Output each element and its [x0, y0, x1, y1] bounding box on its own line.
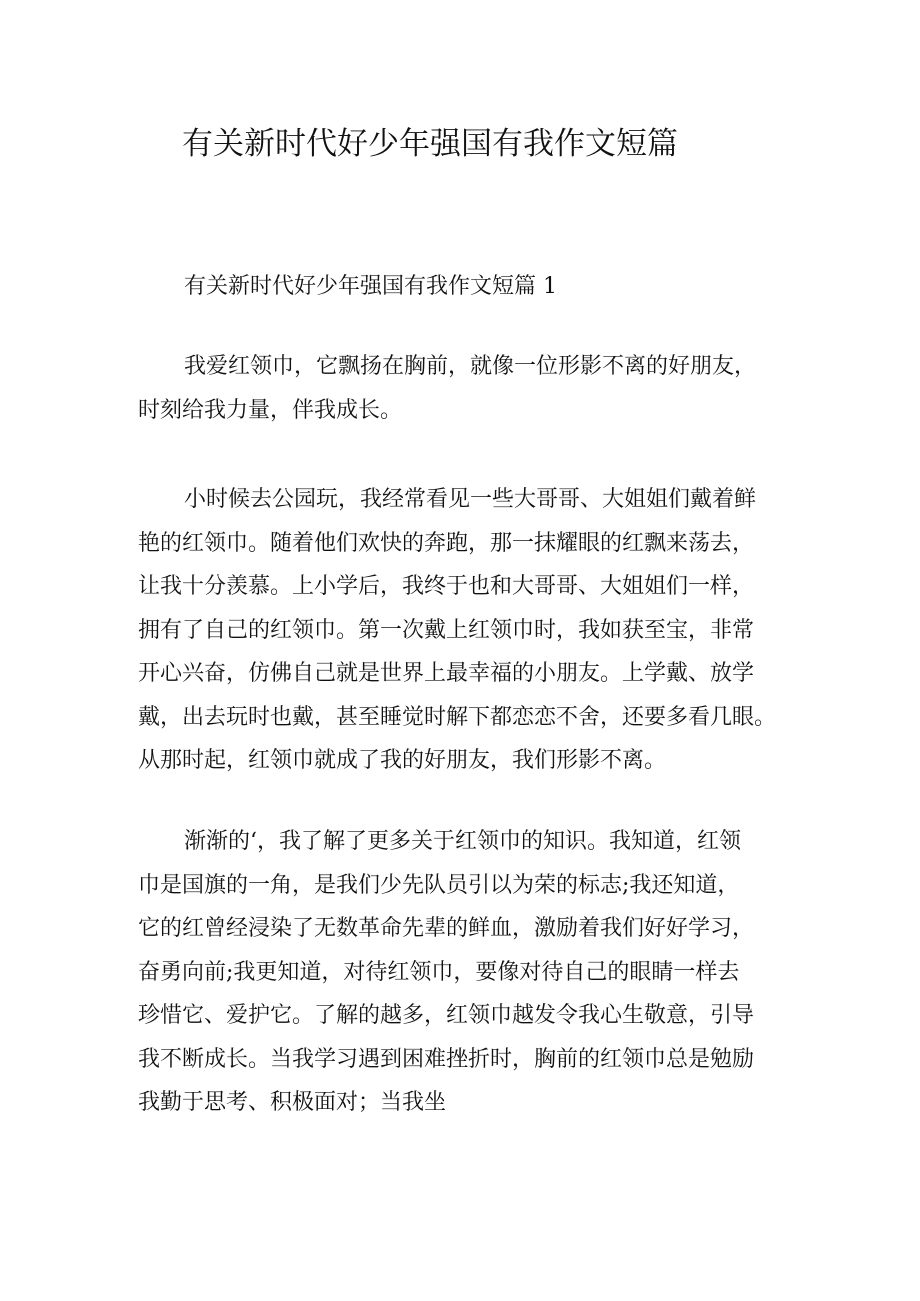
- section-heading: 有关新时代好少年强国有我作文短篇 1: [184, 274, 557, 299]
- paragraph-line: 开心兴奋，仿佛自己就是世界上最幸福的小朋友。上学戴、放学: [138, 661, 755, 686]
- paragraph-line: 拥有了自己的红领巾。第一次戴上红领巾时，我如获至宝，非常: [138, 617, 755, 643]
- paragraph-line: 奋勇向前;我更知道，对待红领巾，要像对待自己的眼睛一样去: [138, 959, 740, 985]
- paragraph-line: 它的红曾经浸染了无数革命先辈的鲜血，激励着我们好好学习，: [138, 916, 755, 941]
- paragraph-3: [138, 820, 798, 1125]
- paragraph-line: 我爱红领巾，它飘扬在胸前，就像一位形影不离的好朋友，: [184, 354, 757, 379]
- paragraph-line: 从那时起，红领巾就成了我的好朋友，我们形影不离。: [138, 748, 667, 773]
- paragraph-line: 小时候去公园玩，我经常看见一些大哥哥、大姐姐们戴着鲜: [184, 487, 757, 512]
- paragraph-line: 让我十分羡慕。上小学后，我终于也和大哥哥、大姐姐们一样，: [138, 574, 755, 599]
- document-title: 有关新时代好少年强国有我作文短篇: [182, 126, 678, 162]
- paragraph-line: 巾是国旗的一角，是我们少先队员引以为荣的标志;我还知道，: [138, 872, 740, 898]
- paragraph-line: 时刻给我力量，伴我成长。: [138, 397, 403, 423]
- paragraph-line: 艳的红领巾。随着他们欢快的奔跑，那一抹耀眼的红飘来荡去，: [138, 530, 755, 556]
- paragraph-line: 戴，出去玩时也戴，甚至睡觉时解下都恋恋不舍，还要多看几眼。: [138, 704, 777, 730]
- paragraph-line: 我勤于思考、积极面对；当我坐: [138, 1090, 447, 1115]
- paragraph-line: 珍惜它、爱护它。了解的越多，红领巾越发令我心生敬意，引导: [138, 1003, 755, 1028]
- paragraph-1: [138, 345, 798, 432]
- paragraph-2: [138, 478, 798, 783]
- paragraph-line: 渐渐的‘，我了解了更多关于红领巾的知识。我知道，红领: [184, 829, 741, 854]
- paragraph-line: 我不断成长。当我学习遇到困难挫折时，胸前的红领巾总是勉励: [138, 1046, 755, 1072]
